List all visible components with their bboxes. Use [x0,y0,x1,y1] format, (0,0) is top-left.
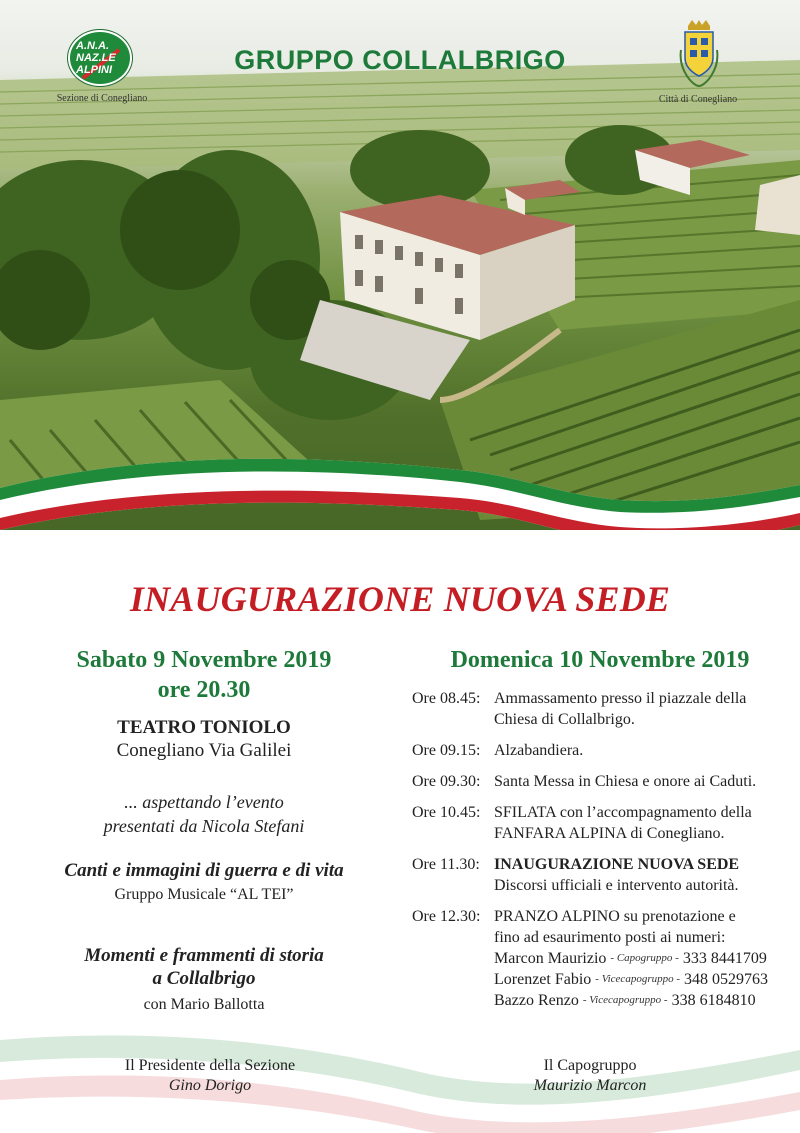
venue-address: Conegliano Via Galilei [116,740,292,761]
contact-role: - Capogruppo - [610,952,679,964]
contact-phone: 333 8441709 [682,950,767,967]
sunday-heading [415,645,785,675]
songs-block [20,860,388,904]
schedule-time: Ore 09.15: [412,742,481,759]
schedule-row [412,688,792,730]
schedule-time: Ore 11.30: [412,856,480,873]
waiting-line-2: presentati da Nicola Stefani [103,816,305,836]
venue-block [20,717,388,762]
schedule-time: Ore 10.45: [412,804,481,821]
schedule-desc [494,854,792,896]
schedule-line: fino ad esaurimento posti ai numeri: [494,929,726,946]
schedule-row [412,771,792,792]
schedule-desc [494,740,792,761]
schedule-line: FANFARA ALPINA di Conegliano. [494,825,725,842]
waiting-block [20,790,388,838]
sunday-schedule [412,688,792,1021]
history-title-line-1: Momenti e frammenti di storia [84,945,324,966]
group-title: GRUPPO COLLALBRIGO [234,45,566,75]
signature-role: Il Presidente della Sezione [124,1057,296,1074]
schedule-row [412,740,792,761]
schedule-time: Ore 09.30: [412,773,481,790]
waiting-line-1: ... aspettando l’evento [124,792,284,812]
contact-row [494,990,792,1011]
schedule-desc [494,802,792,844]
schedule-time: Ore 12.30: [412,908,481,925]
contact-row [494,969,792,990]
songs-title: Canti e immagini di guerra e di vita [64,860,344,881]
schedule-time: Ore 08.45: [412,690,481,707]
saturday-date: Sabato 9 Novembre 2019 [76,647,332,673]
signature-person: Maurizio Marcon [533,1077,647,1094]
schedule-row [412,854,792,896]
signature-capogruppo [470,1056,710,1096]
contact-name: Bazzo Renzo [494,992,579,1009]
contact-row [494,948,792,969]
schedule-row [412,906,792,1011]
sunday-date: Domenica 10 Novembre 2019 [450,647,750,673]
contact-role: - Vicecapogruppo - [582,994,668,1006]
schedule-desc [494,906,792,1011]
venue-name: TEATRO TONIOLO [117,717,291,738]
ana-logo-text: A.N.A. NAZ.LE ALPINI [76,40,116,76]
schedule-line: INAUGURAZIONE NUOVA SEDE [494,856,740,873]
coat-of-arms-icon [678,20,720,90]
history-block [20,944,388,1014]
main-heading: INAUGURAZIONE NUOVA SEDE [129,579,671,619]
schedule-row [412,802,792,844]
schedule-line: Santa Messa in Chiesa e onore ai Caduti. [494,773,757,790]
schedule-line: SFILATA con l’accompagnamento della [494,804,752,821]
schedule-line: Alzabandiera. [494,742,584,759]
schedule-line: Ammassamento presso il piazzale della [494,690,747,707]
citta-label: Città di Conegliano [658,94,738,105]
signature-role: Il Capogruppo [543,1057,637,1074]
schedule-line: Chiesa di Collalbrigo. [494,711,635,728]
schedule-desc [494,771,792,792]
schedule-desc [494,688,792,730]
schedule-line: PRANZO ALPINO su prenotazione e [494,908,736,925]
history-title-line-2: a Collalbrigo [152,968,256,989]
contact-name: Lorenzet Fabio [494,971,592,988]
schedule-line: Discorsi ufficiali e intervento autorità. [494,877,739,894]
contact-name: Marcon Maurizio [494,950,607,967]
saturday-time: ore 20.30 [157,677,251,703]
saturday-heading [30,645,378,705]
contact-role: - Vicecapogruppo - [595,973,681,985]
signature-person: Gino Dorigo [168,1077,252,1094]
signature-president [80,1056,340,1096]
history-by: con Mario Ballotta [143,996,265,1013]
songs-group: Gruppo Musicale “AL TEI” [114,886,294,903]
sezione-label: Sezione di Conegliano [56,93,148,104]
contact-phone: 348 0529763 [684,971,769,988]
contact-phone: 338 6184810 [671,992,756,1009]
